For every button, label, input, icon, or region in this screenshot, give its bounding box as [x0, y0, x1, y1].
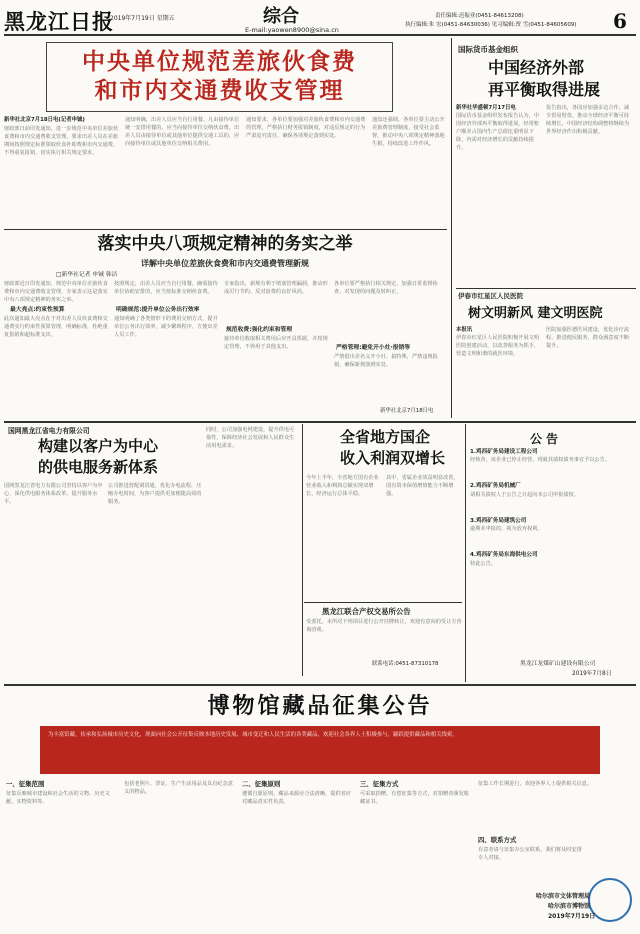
- gonggao-item-text: 特此公告。: [470, 560, 496, 567]
- yichun-body-col1: 伊春市红星区人民医院积极开展文明医院创建活动，以改善服务为抓手，营造文明和谐的就医环境。: [456, 335, 540, 358]
- exchange-notice-contact: 联系电话:0451-87310178: [372, 661, 439, 667]
- museum-title: 博物馆藏品征集公告: [207, 693, 433, 719]
- gonggao-item: 4.鸡西矿务局东海供电公司: [470, 552, 538, 559]
- lead-body-col3: 通知要求，各单位要加强对差旅伙食费和市内交通费的管理，严格执行财务报销制度，对违反规定的行为严肃追究责任，确保各项规定落到实处。: [246, 117, 366, 140]
- museum-col4: 可采取捐赠、有偿征集等方式，对捐赠者颁发收藏证书。: [360, 791, 469, 806]
- imf-title-line2: 再平衡取得进展: [488, 80, 601, 99]
- mid-rule: [4, 421, 636, 423]
- gonggao-date: 2019年7月8日: [572, 671, 612, 677]
- gonggao-rule: [465, 424, 466, 682]
- story2-body-col4a: 各单位要严格执行相关规定，加强日常监督检查，对发现的问题及时纠正。: [334, 281, 438, 296]
- gonggao-issuer: 黑龙江龙煤矿山建设有限公司: [520, 661, 596, 667]
- guoxin-kicker: 国网黑龙江省电力有限公司: [8, 427, 90, 435]
- revenue-title-line2: 收入利润双增长: [340, 449, 446, 467]
- lead-body-col1: 财政部日前印发通知，进一步规范中央单位差旅伙食费和市内交通费收支管理，要求出差人员在差旅期间按照规定标准领取伙食补助费和市内交通费，不得重复报销，切实执行相关规定要求。: [4, 126, 119, 157]
- guoxin-body-col2: 公司推进营配调贯通，优化办电流程，压缩办电时间，为客户提供更加便捷高效的服务。: [108, 483, 202, 506]
- museum-col5b: 有意者请与征集办公室联系，我们将及时安排专人对接。: [478, 847, 582, 862]
- lead-bottom-rule: [4, 229, 447, 230]
- gonggao-item: 2.鸡西矿务局机械厂: [470, 483, 521, 490]
- guoxin-title-line2: 的供电服务新体系: [38, 458, 159, 476]
- story2-subhead-3: 规范收费:强化约束和管理: [226, 327, 293, 333]
- museum-item-1: 一、征集范围: [6, 780, 45, 788]
- story2-subtitle: 详解中央单位差旅伙食费和市内交通费管理新规: [141, 259, 309, 268]
- yichun-title: 树文明新风 建文明医院: [468, 306, 603, 321]
- museum-date: 2019年7月19日: [548, 913, 596, 920]
- revenue-body-col1: 今年上半年，全省地方国有企业营业收入和利润总额实现双增长，经济运行总体平稳。: [306, 475, 379, 498]
- yichun-dateline: 本报讯: [456, 327, 473, 333]
- gonggao-item: 3.鸡西矿务局建筑公司: [470, 517, 527, 524]
- museum-col1: 征集反映城市建设和社会生活的文物、历史文献、实物资料等。: [6, 791, 110, 806]
- lead-headline-box: [46, 42, 393, 112]
- guoxin-body-col1: 国网黑龙江省电力有限公司坚持以客户为中心，深化供电服务体系改革，提升服务水平。: [4, 483, 103, 506]
- yichun-kicker: 伊春市红星区人民医院: [458, 292, 523, 300]
- imf-kicker: 国际货币基金组织: [458, 45, 518, 54]
- lead-dateline-text: 新华社北京7月18日电: [4, 117, 59, 123]
- imf-title-line1: 中国经济外部: [488, 58, 585, 77]
- guoxin-title-line1: 构建以客户为中心: [38, 437, 159, 455]
- date-line: 2019年7月19日 星期五: [110, 15, 175, 22]
- story2-body-col3b: 接待单位收取相关费用后应开具票据，并按规定管理，不得用于其他支出。: [224, 336, 328, 351]
- paper-name: 黑龙江日报: [4, 9, 114, 34]
- section-email: E-mail:yaowen8900@sina.cn: [245, 26, 339, 34]
- story2-body-col4b: 严禁借出差名义开小灶、搞特殊，严禁违规报销，确保新规落到实处。: [334, 354, 438, 369]
- gonggao-item-text: 请相关债权人于公告之日起向本公司申报债权。: [470, 491, 579, 498]
- museum-issuer-1: 哈尔滨市文体管理局: [536, 893, 591, 900]
- story2-title: 落实中央八项规定精神的务实之举: [97, 234, 353, 254]
- story2-body-col3a: 专家指出，新规有利于堵塞管理漏洞，推动形成厉行节约、反对浪费的良好风尚。: [224, 281, 328, 296]
- story2-credit: 新华社北京7月18日电: [380, 408, 434, 414]
- story2-subhead-2: 明确规范:提升单位公务出行效率: [116, 307, 200, 313]
- story2-body-col1a: 财政部近日印发通知，规范中央单位差旅伙食费和市内交通费收支管理，专家表示这是落实中央八项规定精神的务实之举。: [4, 281, 108, 304]
- bottom-section-rule: [4, 684, 636, 686]
- museum-col5a: 征集工作长期进行，欢迎各界人士提供相关信息。: [478, 781, 593, 787]
- guoxin-body-col3: 同时，公司加强电网建设，提升供电可靠性，保障经济社会发展和人民群众生活用电需求。: [206, 427, 295, 450]
- story2-body-col2b: 通知明确了各类情形下的费用交纳方式，提升单位公务出行效率，减少繁琐程序，方便出差人员工作。: [114, 316, 218, 339]
- right-column-rule: [451, 38, 452, 418]
- story2-byline: □新华社记者 申铖 韩洁: [56, 272, 118, 278]
- story2-body-col2a: 按照规定，出差人员应当自行用餐，确需接待单位协助安排的，应当按标准交纳伙食费。: [114, 281, 218, 296]
- museum-intro-text: 为丰富馆藏，传承和弘扬城市历史文化，现面向社会公开征集反映本地历史发展、城市变迁和人民生活的各类藏品，欢迎社会各界人士积极参与，踊跃提供藏品和相关线索。: [48, 732, 458, 738]
- imf-dateline: 新华社华盛顿7月17日电: [456, 105, 516, 111]
- museum-item-2: 二、征集原则: [242, 780, 281, 788]
- exchange-notice-title: 黑龙江联合产权交易所公告: [322, 607, 411, 616]
- lead-reporter: (记者申铖): [58, 117, 85, 123]
- museum-col3: 遵循自愿原则，藏品来源应合法清晰，提供者应对藏品真实性负责。: [242, 791, 351, 806]
- gonggao-item: 1.鸡西矿务局建设工程公司: [470, 449, 538, 455]
- imf-body-col1: 国际货币基金组织发布报告认为，中国经济外部再平衡取得进展，经常账户顺差占国内生产总值比重明显下降，内需对经济增长的贡献持续提升。: [456, 113, 540, 152]
- revenue-title-line1: 全省地方国企: [340, 428, 431, 446]
- story2-body-col1b: 此次通知最大亮点在于对出差人员伙食费和交通费实行约束性预算管理，明确标准，杜绝重复报销和超标准支出。: [4, 316, 108, 339]
- museum-intro-box: [40, 726, 600, 774]
- gonggao-item-text: 经核查，该企业已停止经营，现就其债权债务事宜予以公告。: [470, 457, 611, 464]
- masthead-rule: [4, 34, 636, 36]
- imf-bottom-rule: [456, 288, 636, 289]
- yichun-body-col2: 医院加强医德医风建设，优化诊疗流程，推进便民服务，群众满意度不断提升。: [546, 327, 630, 350]
- exchange-notice-body: 受委托，本所对下列项目进行公开挂牌转让，欢迎有意向的受让方咨询洽谈。: [306, 619, 462, 634]
- lead-dateline: [4, 116, 120, 124]
- revenue-bottom-rule: [304, 602, 462, 603]
- gonggao-list: [470, 448, 634, 586]
- story2-subhead-4: 严格管理:避免开小灶·报销等: [336, 345, 411, 351]
- story2-subhead-1: 最大亮点:约束性预算: [10, 307, 65, 313]
- guoxin-revenue-rule: [302, 424, 303, 676]
- gonggao-item-text: 逾期未申报的，视为放弃权利。: [470, 526, 543, 533]
- section-title: 综合: [263, 6, 299, 27]
- lead-title-line2: 和市内交通费收支管理: [94, 77, 345, 104]
- museum-item-3: 三、征集方式: [360, 780, 399, 788]
- museum-col2: 包括老照片、票证、生产生活用品及具有纪念意义的物品。: [124, 781, 233, 796]
- museum-item-4: 四、联系方式: [478, 836, 517, 844]
- imf-body-col2: 报告指出，各国应加强多边合作，减少贸易壁垒，推动全球经济平衡可持续增长，中国经济结构调整将继续为世界经济作出积极贡献。: [546, 105, 630, 136]
- editor-line-1: 责任编辑:迟振业(0451-84613208): [435, 13, 524, 19]
- lead-body-col4: 通知还强调，各单位要主动公开差旅费管理制度，接受社会监督，推动中央八项规定精神落地生根，持续改进工作作风。: [372, 117, 445, 148]
- editor-line-2: 执行编辑:朱 宏(0451-84630036) 见习编辑:贾 雪(0451-84605609): [405, 22, 577, 28]
- lead-body-col2: 通知明确，出差人员应当自行用餐。凡由接待单位统一安排用餐的，应当向接待单位交纳伙食费。出差人员由接待单位或其他单位提供交通工具的，应向接待单位或其他单位交纳相关费用。: [125, 117, 240, 148]
- museum-issuer-2: 哈尔滨市博物馆: [548, 903, 591, 910]
- gonggao-title: 公告: [530, 432, 563, 446]
- page-number: 6: [613, 9, 627, 33]
- lead-title-line1: 中央单位规范差旅伙食费: [82, 48, 357, 75]
- revenue-body-col2: 其中，省属企业效益明显改善，国有资本保值增值能力不断增强。: [386, 475, 459, 498]
